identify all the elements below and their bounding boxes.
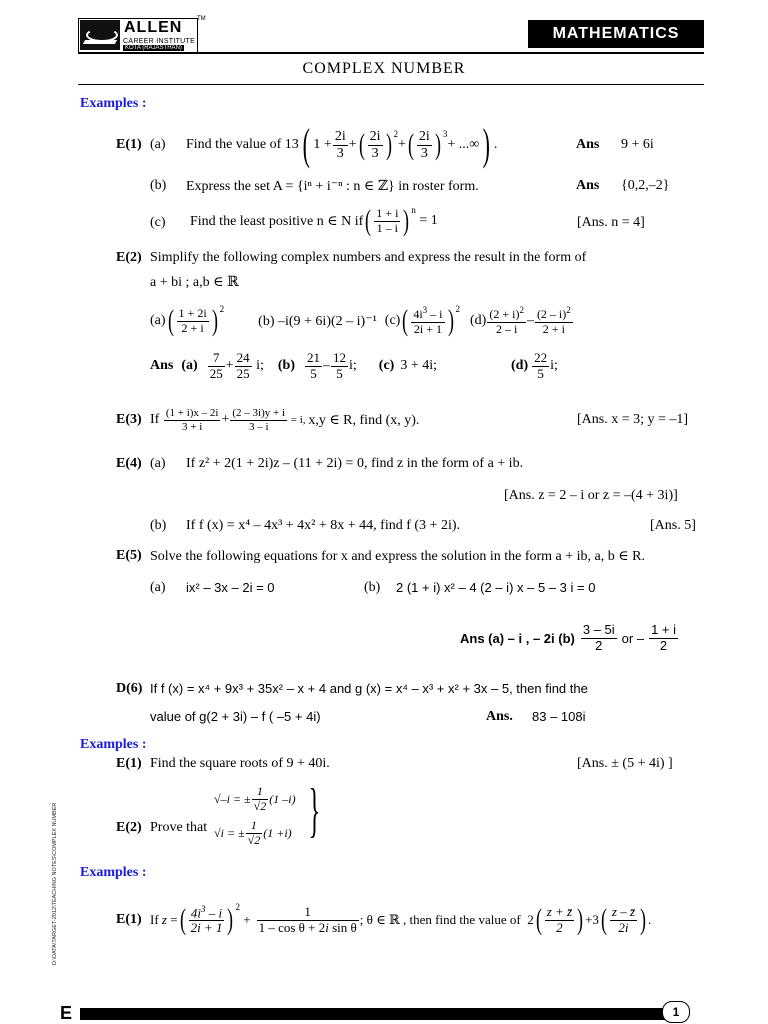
e2-text-2: a + bi ; a,b ∈ ℝ (150, 275, 239, 290)
e3-text: x,y ∈ R, find (x, y). (308, 412, 420, 428)
e1b-text: Express the set A = {iⁿ + i⁻ⁿ : n ∈ ℤ} in roster form. (186, 179, 479, 194)
footer-bar (80, 1008, 672, 1020)
ex3-e1-label: E(1) (116, 912, 142, 927)
e3-expression: If $\frac{(1 + i)x - 2i}{3 + i}$ + $\frac{(2 - 3i)y + i}{3 - i}$ = i, x,y ∈ R, find (x, y). (150, 407, 420, 433)
e5a-text: ix² – 3x – 2i = 0 (186, 580, 275, 595)
e2c-answer: 3 + 4i; (400, 358, 438, 373)
e2b-item: (b) –i(9 + 6i)(2 – i)⁻¹ (258, 313, 377, 329)
footer-letter: E (60, 1003, 73, 1023)
e5b-text: 2 (1 + i) x² – 4 (2 – i) x – 5 – 3 i = 0 (396, 580, 596, 595)
ex3-e1-expression: If z = ( $\frac{4i^3 - i}{2i + 1}$ ) $^2$ + $\frac{1}{\text{1 – cos θ + 2i sin θ}}$ ; θ ∈ ℝ , then find the value of 2 ( $\frac{z + z̄}{2}$ ) +3 ( $\frac{z - z̄}{2i}$ ) . (150, 902, 652, 936)
subject-banner: MATHEMATICS (528, 20, 704, 48)
e1c-expression: Find the least positive n ∈ N if ( $\frac{1 + i}{1 - i}$ ) $^n$ = 1 (190, 204, 438, 237)
e2b-ans-tail: i; (349, 358, 357, 373)
e4b-text: If f (x) = x⁴ – 4x³ + 4x² + 8x + 44, find f (3 + 2i). (186, 518, 460, 533)
e2d-ans-tail: i; (550, 358, 558, 373)
brand-name: ALLEN (124, 19, 183, 36)
e1a-ans-label: Ans (576, 137, 600, 152)
e4a-text: If z² + 2(1 + 2i)z – (11 + 2i) = 0, find z in the form of a + ib. (186, 456, 524, 471)
d6-answer: 83 – 108i (532, 709, 586, 724)
brand-subtitle: CAREER INSTITUTE (123, 38, 196, 45)
brand-location: KOTA (RAJASTHAN) (125, 45, 182, 51)
ex2-e2-identities: √– i = ± $\frac{1}{√2}$ (1 – i ) √ i = ± $\frac{1}{√2}$ (1 + i ) (214, 784, 296, 847)
e4-label: E(4) (116, 456, 142, 471)
title-rule (78, 84, 704, 85)
right-brace: } (308, 777, 321, 843)
e3-label: E(3) (116, 412, 142, 427)
trademark: TM (197, 16, 206, 22)
e2-text: Simplify the following complex numbers and express the result in the form of (150, 250, 587, 265)
header-rule (78, 52, 704, 54)
ex2-e1-label: E(1) (116, 756, 142, 771)
e1c-tail: = 1 (419, 213, 438, 228)
ex2-e1-text: Find the square roots of 9 + 40i. (150, 756, 330, 771)
e5-ans-text: Ans (a) – i , – 2i (b) (460, 630, 575, 646)
e3-answer: [Ans. x = 3; y = –1] (577, 412, 689, 427)
d6-label: D(6) (116, 681, 143, 696)
e4b-tag: (b) (150, 518, 167, 533)
e5a-tag: (a) (150, 580, 166, 595)
e5-label: E(5) (116, 548, 142, 563)
e4b-answer: [Ans. 5] (650, 518, 696, 533)
e1b-answer: {0,2,–2} (621, 178, 670, 193)
e1a-expression: Find the value of 13 ( 1 + $\frac{2i}{3}$ + ( $\frac{2i}{3}$ ) $^2$ + ( $\frac{2i}{3}$ ) $^3$ + ...∞ ) . (186, 120, 498, 169)
examples-heading: Examples : (80, 96, 147, 111)
ex2-e1-answer: [Ans. ± (5 + 4i) ] (577, 756, 673, 771)
ex2-e2-label: E(2) (116, 820, 142, 835)
d6-text-2: value of g(2 + 3i) – f ( –5 + 4i) (150, 709, 321, 724)
ex2-e2-text: Prove that (150, 820, 208, 835)
file-path-sidebar: D:\DATA\TARGET-2012\TEACHING NOTES\COMPLEX NUMBER (52, 802, 58, 965)
e2-items: (a) ( $\frac{1 + 2i}{2 + i}$ ) $^2$ (b) –i(9 + 6i)(2 – i)⁻¹ (c) ( $\frac{4i^3 - i}{2i + 1}$ ) $^2$ (d) $\frac{(2 + i)^2}{2 - i}$ – $\frac{(2 - i)^2}{2 + i}$ (150, 304, 571, 337)
ex3-e1-mid: ; θ ∈ ℝ , then find the value of (359, 912, 521, 927)
e1c-tag: (c) (150, 215, 166, 230)
d6-ans-label: Ans. (486, 709, 513, 724)
e5b-tag: (b) (364, 580, 381, 595)
e5-answers: Ans (a) – i , – 2i (b) $\frac{3 - 5i}{2}$ or – $\frac{1 + i}{2}$ (460, 622, 677, 653)
allen-logo (78, 18, 198, 54)
e5-or: or – (621, 630, 645, 646)
examples-heading-3: Examples : (80, 865, 147, 880)
page-title: COMPLEX NUMBER (302, 60, 466, 77)
ex3-e1-text: If (150, 912, 159, 927)
d6-text: If f (x) = x⁴ + 9x³ + 35x² – x + 4 and g (x) = x⁴ – x³ + x² + 3x – 5, then find the (150, 681, 588, 696)
e1a-tag: (a) (150, 137, 166, 152)
e2-answers: Ans (a) $\frac{7}{25}$ + $\frac{24}{25}$ i; (b) $\frac{21}{5}$ – $\frac{12}{5}$ i; (c) 3 + 4i; (d) $\frac{22}{5}$ i; (150, 350, 558, 381)
e5-text: Solve the following equations for x and express the solution in the form a + ib, a, b ∈ R. (150, 549, 645, 564)
e1b-tag: (b) (150, 178, 167, 193)
e1-label: E(1) (116, 137, 142, 152)
e1c-text: Find the least positive n ∈ N if (190, 213, 364, 229)
e1a-answer: 9 + 6i (621, 137, 654, 152)
e1a-text: Find the value of 13 (186, 137, 299, 152)
e1b-ans-label: Ans (576, 178, 600, 193)
car-emblem-icon (80, 20, 120, 50)
e2-label: E(2) (116, 250, 142, 265)
e1c-answer: [Ans. n = 4] (577, 215, 645, 230)
e4a-answer: [Ans. z = 2 – i or z = –(4 + 3i)] (504, 488, 678, 503)
e2-ans-label: Ans (150, 358, 174, 373)
e4a-tag: (a) (150, 456, 166, 471)
examples-heading-2: Examples : (80, 737, 147, 752)
page-number: 1 (662, 1001, 690, 1023)
